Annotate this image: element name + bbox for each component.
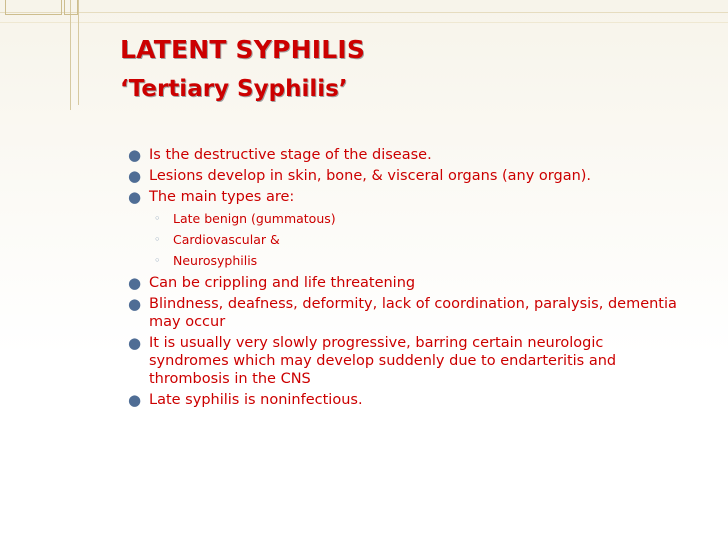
bullet-item — [127, 146, 687, 164]
bullet-text: Can be crippling and life threatening — [149, 275, 416, 291]
bullet-text: The main types are: — [149, 189, 295, 205]
decorative-line — [0, 12, 728, 13]
bullet-item — [127, 167, 687, 185]
sub-bullet-icon: ◦ — [154, 233, 161, 246]
decorative-line — [70, 0, 71, 110]
sub-bullet-item — [127, 253, 687, 269]
bullet-icon: ● — [128, 188, 142, 206]
bullet-icon: ● — [128, 274, 142, 292]
bullet-item — [127, 334, 687, 388]
bullet-text: Is the destructive stage of the disease. — [149, 147, 432, 163]
sub-bullet-text: Cardiovascular & — [173, 232, 280, 247]
bullet-item — [127, 274, 687, 292]
sub-bullet-item — [127, 211, 687, 227]
bullet-icon: ● — [128, 146, 142, 164]
decorative-square — [64, 0, 78, 15]
bullet-icon: ● — [128, 295, 142, 313]
bullet-item — [127, 391, 687, 409]
bullet-text: Blindness, deafness, deformity, lack of coordination, paralysis, dementia may occur — [149, 296, 677, 330]
slide-title: LATENT SYPHILIS — [120, 35, 366, 64]
bullet-item — [127, 295, 687, 331]
sub-bullet-text: Neurosyphilis — [173, 253, 258, 268]
bullet-icon: ● — [128, 391, 142, 409]
bullet-text: Late syphilis is noninfectious. — [149, 392, 363, 408]
bullet-text: It is usually very slowly progressive, barring certain neurologic syndromes which may develop suddenly due to endarteritis and thrombosis in the CNS — [149, 335, 617, 387]
bullet-text: Lesions develop in skin, bone, & visceral organs (any organ). — [149, 168, 592, 184]
sub-bullet-icon: ◦ — [154, 212, 161, 225]
sub-bullet-icon: ◦ — [154, 254, 161, 267]
decorative-square — [5, 0, 62, 15]
bullet-icon: ● — [128, 167, 142, 185]
decorative-line — [0, 22, 728, 23]
sub-bullet-item — [127, 232, 687, 248]
decorative-line — [78, 0, 79, 105]
bullet-item — [127, 188, 687, 206]
sub-bullet-text: Late benign (gummatous) — [173, 211, 336, 226]
bullet-icon: ● — [128, 334, 142, 352]
bullet-list — [127, 146, 687, 412]
slide-subtitle: ‘Tertiary Syphilis’ — [120, 76, 348, 102]
